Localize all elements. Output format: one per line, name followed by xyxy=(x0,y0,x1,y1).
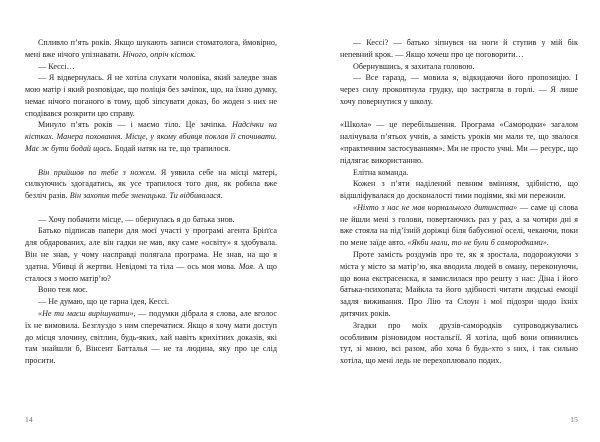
right-page xyxy=(300,0,600,442)
paragraph xyxy=(340,178,578,202)
paragraph xyxy=(340,202,578,249)
text-run: , — подумки дібрала я слова, але вголос їх не вимовила. Безглуздо з ним сперечатися. Якщо я хочу мати доступ до місця злочину, світлин, будь-яких, хай навіть крихітних доказів, які там знайшли б, Вінсент Батталья — не та людина, яку про це слід просити. xyxy=(25,308,278,366)
paragraph xyxy=(25,308,277,367)
paragraph xyxy=(340,61,578,73)
text-run: — саме ці слова не йшли мені з голови, повертаючись раз у раз, а за чотири дні я вже стояла на під’їзній доріжці біля бабусиної оселі, чекаючи, поки по мене заїде авто. xyxy=(340,202,578,248)
text-run: — Хочу побачити місце, — обернулась я до батька знов. xyxy=(38,214,235,224)
paragraph xyxy=(25,119,277,154)
text-run: Воно теж моє. xyxy=(38,285,88,295)
text-run: — Не думаю, що це гарна ідея, Кессі. xyxy=(38,297,170,307)
page-number-right: 15 xyxy=(570,415,578,424)
text-run: Обернувшись, я захитала головою. xyxy=(353,61,475,71)
left-page-text-block xyxy=(25,37,277,367)
italic-text-run: «Якби мали, то не були б самородками». xyxy=(407,238,549,248)
italic-text-run: Він захопив тебе зненацька. Ти відбивалася. xyxy=(69,191,223,201)
italic-text-run: Він прийшов по тебе з ножем. xyxy=(38,167,157,177)
paragraph xyxy=(25,37,277,61)
italic-text-run: «Не ти маєш вирішувати» xyxy=(38,308,134,318)
paragraph xyxy=(340,37,578,61)
paragraph xyxy=(340,249,578,320)
paragraph xyxy=(25,284,277,296)
text-run: «Школа» — це перебільшення. Програма «Самородки» загалом налічувала п’ятьох учнів, а замість уроків ми мали те, що звалося «практичним застосуванням». Ми не просто учні. Ми — ресурс, що підлягає використанню. xyxy=(340,120,578,165)
text-run: А що сталося з моєю матір’ю? xyxy=(25,261,277,283)
paragraph xyxy=(340,167,578,179)
text-run: Проте замість роздумів про те, як я зростала, подорожуючи з міста у місто за матір’ю, яка вводила людей в оману, переконуючи, що вона екстрасенска, я замислилася про решту з нас: Діна і його батька-психопата; Майкла та його здібності читати людські емоції задля виживання. Про Лію та Слоун і мої підозри щодо їхніх дитячих років. xyxy=(340,250,578,318)
paragraph xyxy=(25,167,277,202)
paragraph xyxy=(25,72,277,119)
paragraph xyxy=(340,72,578,107)
paragraph xyxy=(25,61,277,73)
italic-text-run: Моя. xyxy=(238,261,256,271)
italic-text-run: Нічого, опріч кісток. xyxy=(122,49,197,59)
italic-text-run: «Ніхто з нас не мав нормального дитинства» xyxy=(353,202,518,212)
text-run: Я уявила себе на місці матері, силкуючись здогадатись, як усе трапилося того дня, як робила вже безліч разів. xyxy=(25,167,277,201)
text-run: — Кессі… xyxy=(38,61,75,71)
paragraph xyxy=(25,296,277,308)
page-number-left: 14 xyxy=(25,415,33,424)
text-run: Минуло п’ять років — і маємо тіло. Це зачіпка. xyxy=(38,120,233,130)
text-run: — Кессі? — батько зіпнувся на ноги й ступив у мій бік непевний крок. — Якщо хочеш про це поговорити… xyxy=(340,38,578,59)
paragraph xyxy=(340,119,578,166)
text-run: Згадки про моїх друзів-самородків супроводжувались особливим різновидом ностальгії. Я хотіла, щоб вони опинились тут, зі мною, всі разом, або хоча б будь-хто з них, і так сильно хотіла, що мені ледь не перехоплювало подих. xyxy=(340,320,578,366)
right-page-text-block xyxy=(340,37,578,367)
text-run: — Я відвернулась. Я не хотіла слухати чоловіка, який заледве знав мою матір і який розповідає, що поліція без зачіпок, що, на їхню думку, немає нічого поганого в тому, щоб зіпсувати доказ, бо жоден з них не сподівався розкрити цю справу. xyxy=(25,73,277,118)
text-run: — Все гаразд, — мовила я, відкидаючи його пропозицію. І через силу проковтнула грудку, що застрягла в горлі. — Я лише хочу повернутися у школу. xyxy=(340,73,578,106)
paragraph xyxy=(25,225,277,284)
text-run: Бодай натяк на те, що трапилося. xyxy=(112,144,231,154)
italic-text-run: Надсічки на кістках. Манера поховання. Місце, у якому вбивця поклав її спочивати. Має ж бути бодай щось. xyxy=(25,120,277,154)
text-run: Елітна команда. xyxy=(353,167,409,177)
text-run: Кожен з п’яти наділений певним вмінням, здібністю, що відшліфувалася до досконалості тими подіями, які ми пережили. xyxy=(340,179,578,201)
text-run: Батько підписав папери для моєї участі у програмі агента Бріґґса для обдарованих, але він гадки не мав, яку саме «освіту» я здобувала. Він не знав, у чому насправді полягала програма. Не знав, на що я здатна. Убивці й жертви. Невідомі та тіла — ось моя мова. xyxy=(25,226,277,271)
text-run: Спливло п’ять років. Якщо шукають записи стоматолога, ймовірно, мені вже нічого упізнавати. xyxy=(25,38,277,59)
paragraph xyxy=(25,214,277,226)
paragraph xyxy=(340,320,578,367)
